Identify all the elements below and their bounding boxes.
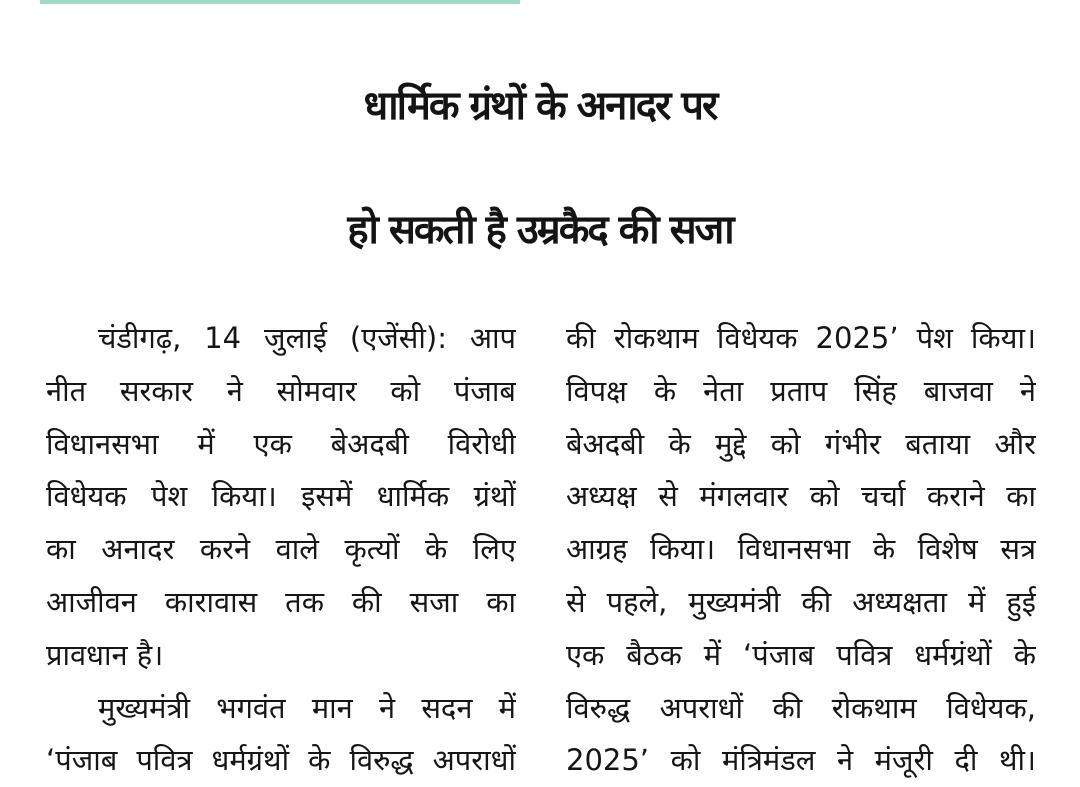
article-line: आग्रह किया। विधानसभा के विशेष सत्र bbox=[566, 532, 1036, 567]
article-line: अध्यक्ष से मंगलवार को चर्चा कराने का bbox=[566, 479, 1036, 514]
article-line: ‘पंजाब पवित्र धर्मग्रंथों के विरुद्ध अपराधों bbox=[46, 743, 516, 778]
article-line: मुख्यमंत्री भगवंत मान ने सदन में bbox=[98, 690, 516, 725]
article-left-column bbox=[46, 312, 516, 787]
article-line: प्रावधान है। bbox=[46, 637, 164, 672]
article-line: एक बैठक में ‘पंजाब पवित्र धर्मग्रंथों के bbox=[566, 637, 1036, 672]
article-line: विधेयक पेश किया। इसमें धार्मिक ग्रंथों bbox=[46, 479, 516, 514]
article-line: विधानसभा में एक बेअदबी विरोधी bbox=[46, 426, 516, 461]
article-line: विरुद्ध अपराधों की रोकथाम विधेयक, bbox=[566, 690, 1036, 725]
article-line: आजीवन कारावास तक की सजा का bbox=[46, 584, 516, 619]
top-color-strip bbox=[40, 0, 520, 4]
article-right-column bbox=[566, 312, 1036, 787]
headline-line-2: हो सकती है उम्रकैद की सजा bbox=[347, 207, 733, 253]
article-line: 2025’ को मंत्रिमंडल ने मंजूरी दी थी। bbox=[566, 743, 1036, 778]
article-line: विपक्ष के नेता प्रताप सिंह बाजवा ने bbox=[566, 373, 1036, 408]
article-line: बेअदबी के मुद्दे को गंभीर बताया और bbox=[566, 426, 1036, 461]
article-line: की रोकथाम विधेयक 2025’ पेश किया। bbox=[566, 321, 1036, 355]
headline bbox=[0, 44, 1080, 292]
article-line: चंडीगढ़, 14 जुलाई (एजेंसी): आप bbox=[98, 321, 516, 355]
headline-line-1: धार्मिक ग्रंथों के अनादर पर bbox=[363, 83, 717, 129]
article-line: से पहले, मुख्यमंत्री की अध्यक्षता में हुई bbox=[566, 584, 1036, 619]
article-line: नीत सरकार ने सोमवार को पंजाब bbox=[46, 373, 516, 408]
article-line: का अनादर करने वाले कृत्यों के लिए bbox=[46, 532, 516, 567]
